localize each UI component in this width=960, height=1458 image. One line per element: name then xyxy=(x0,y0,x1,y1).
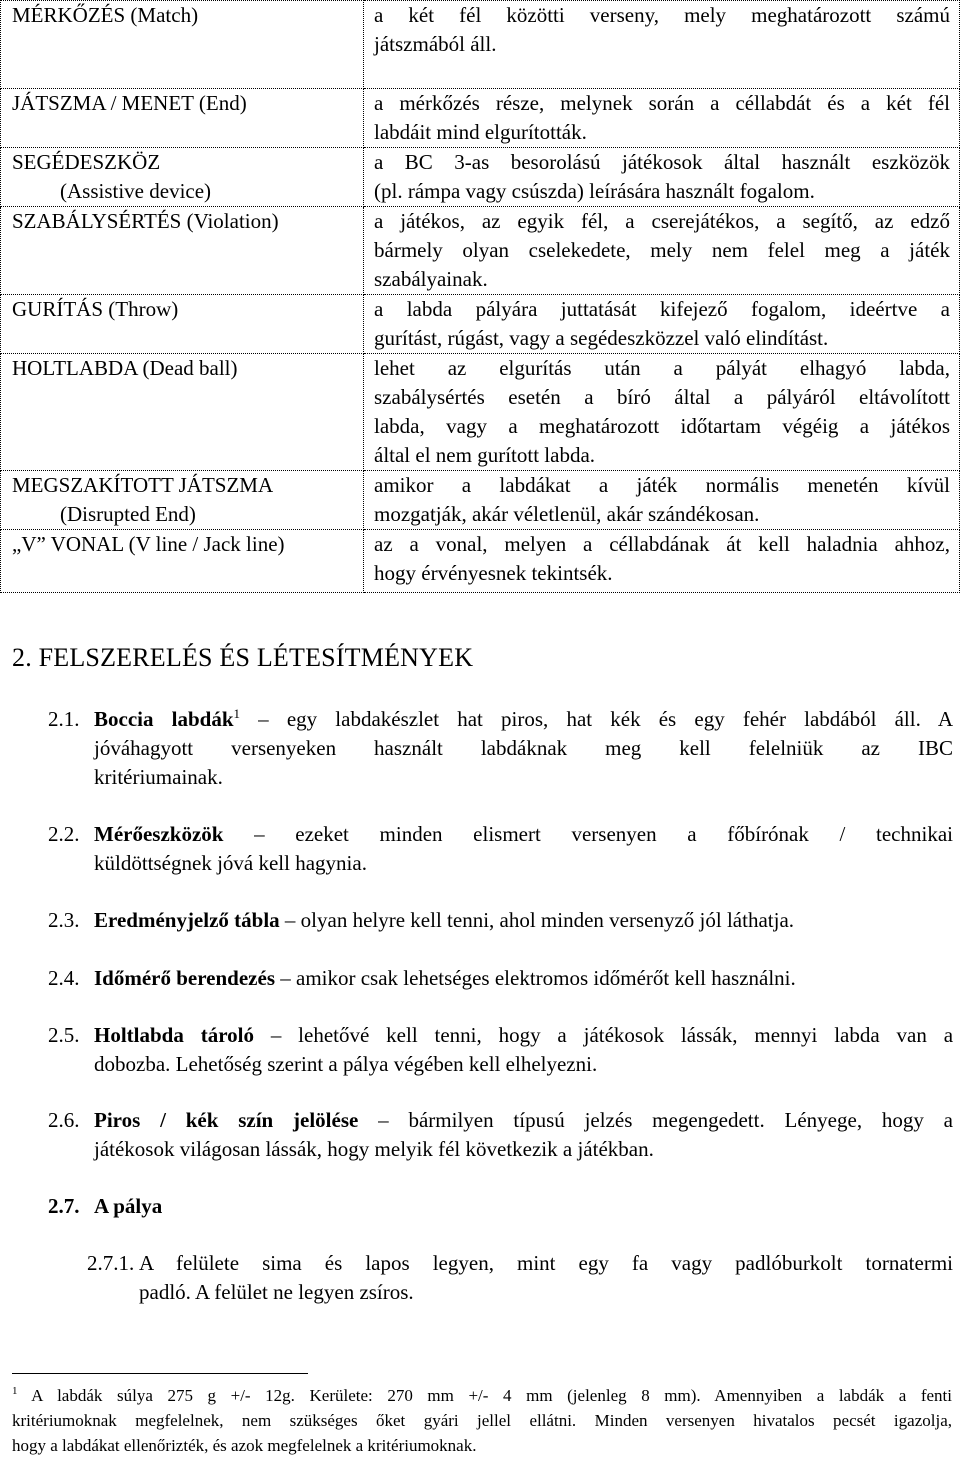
glossary-table xyxy=(0,0,960,593)
glossary-term xyxy=(1,148,364,207)
glossary-definition-line: (pl. rámpa vagy csúszda) leírására használt fogalom. xyxy=(374,179,815,203)
footnote-line: hogy a labdákat ellenőrizték, és azok megfelelnek a kritériumoknak. xyxy=(12,1436,477,1455)
item-title: Piros / kék szín jelölése xyxy=(94,1108,359,1132)
glossary-term-line: GURÍTÁS (Throw) xyxy=(12,297,179,321)
equipment-item xyxy=(48,964,953,993)
glossary-definition-line: bármely olyan cselekedete, mely nem felel meg a játék xyxy=(374,238,950,262)
glossary-term-line: JÁTSZMA / MENET (End) xyxy=(12,91,247,115)
glossary-term-line: SEGÉDESZKÖZ xyxy=(12,150,161,174)
item-first-line xyxy=(94,906,953,935)
item-number: 2.5. xyxy=(48,1023,80,1047)
glossary-term xyxy=(1,530,364,593)
glossary-term xyxy=(1,354,364,471)
sub-heading xyxy=(48,1192,953,1221)
item-first-line xyxy=(94,964,953,993)
item-text: – amikor csak lehetséges elektromos időmérőt kell használni. xyxy=(275,966,796,990)
item-number: 2.4. xyxy=(48,966,80,990)
equipment-item xyxy=(48,906,953,935)
glossary-definition xyxy=(364,354,960,471)
sub-item xyxy=(87,1249,953,1307)
glossary-term xyxy=(1,295,364,354)
sub-item-line: A felülete sima és lapos legyen, mint egy fa vagy padlóburkolt tornatermi xyxy=(139,1251,953,1275)
item-number: 2.6. xyxy=(48,1108,80,1132)
glossary-term xyxy=(1,89,364,148)
glossary-definition-line: hogy érvényesnek tekintsék. xyxy=(374,561,613,585)
item-title: Mérőeszközök xyxy=(94,822,224,846)
glossary-definition-line: a BC 3-as besorolású játékosok által használt eszközök xyxy=(374,150,950,174)
item-title: Eredményjelző tábla xyxy=(94,908,280,932)
glossary-definition xyxy=(364,89,960,148)
glossary-term-line: (Disrupted End) xyxy=(60,502,196,526)
glossary-definition xyxy=(364,471,960,530)
equipment-item xyxy=(48,1021,953,1079)
glossary-definition-line: amikor a labdákat a játék normális menetén kívül xyxy=(374,473,950,497)
glossary-term-line: MEGSZAKÍTOTT JÁTSZMA xyxy=(12,473,274,497)
glossary-row xyxy=(1,148,960,207)
item-line: dobozba. Lehetőség szerint a pálya végében kell elhelyezni. xyxy=(94,1052,598,1076)
item-text: – bármilyen típusú jelzés megengedett. Lényege, hogy a xyxy=(358,1108,954,1132)
glossary-definition-line: a mérkőzés része, melynek során a céllabdát és a két fél xyxy=(374,91,950,115)
glossary-definition xyxy=(364,148,960,207)
glossary-row xyxy=(1,1,960,89)
item-number: 2.3. xyxy=(48,908,80,932)
item-text: – olyan helyre kell tenni, ahol minden versenyző jól láthatja. xyxy=(279,908,795,932)
glossary-term-line: HOLTLABDA (Dead ball) xyxy=(12,356,238,380)
glossary-definition-line: lehet az elgurítás után a pályát elhagyó labda, xyxy=(374,356,950,380)
glossary-definition-line: mozgatják, akár véletlenül, akár szándékosan. xyxy=(374,502,760,526)
equipment-item xyxy=(48,1106,953,1164)
item-title: Boccia labdák xyxy=(94,707,234,731)
sub-heading-title: A pálya xyxy=(94,1194,163,1218)
section-heading: 2. FELSZERELÉS ÉS LÉTESÍTMÉNYEK xyxy=(12,643,474,672)
item-first-line xyxy=(94,705,953,734)
glossary-definition-line: az a vonal, melyen a céllabdának át kell haladnia ahhoz, xyxy=(374,532,950,556)
glossary-definition-line: labdáit mind elgurították. xyxy=(374,120,587,144)
glossary-row xyxy=(1,89,960,148)
footnote-line: kritériumoknak megfelelnek, nem szükséges őket gyári jellel ellátni. Minden versenyen hivatalos pecsét igazolja, xyxy=(12,1411,952,1430)
glossary-definition-line: szabályainak. xyxy=(374,267,488,291)
glossary-term xyxy=(1,207,364,295)
item-line: kritériumainak. xyxy=(94,765,223,789)
item-first-line xyxy=(94,1021,953,1050)
item-text: – lehetővé kell tenni, hogy a játékosok lássák, mennyi labda van a xyxy=(253,1023,954,1047)
glossary-row xyxy=(1,207,960,295)
glossary-definition-line: a labda pályára juttatását kifejező fogalom, ideértve a xyxy=(374,297,950,321)
glossary-definition-line: gurítást, rúgást, vagy a segédeszközzel való elindítást. xyxy=(374,326,829,350)
item-number: 2.1. xyxy=(48,707,80,731)
footnote-divider xyxy=(12,1373,308,1374)
item-line: jóváhagyott versenyeken használt labdáknak meg kell felelniük az IBC xyxy=(94,736,953,760)
glossary-term-line: MÉRKŐZÉS (Match) xyxy=(12,3,199,27)
glossary-row xyxy=(1,530,960,593)
glossary-row xyxy=(1,471,960,530)
item-first-line xyxy=(94,820,953,849)
footnote-marker: 1 xyxy=(12,1385,18,1397)
glossary-term-line: (Assistive device) xyxy=(60,179,212,203)
footnote xyxy=(12,1383,952,1458)
item-line: küldöttségnek jóvá kell hagynia. xyxy=(94,851,367,875)
glossary-term xyxy=(1,1,364,89)
item-text: – ezeket minden elismert versenyen a főbírónak / technikai xyxy=(223,822,953,846)
glossary-definition-line: játszmából áll. xyxy=(374,32,497,56)
glossary-definition xyxy=(364,207,960,295)
footnote-reference: 1 xyxy=(233,706,241,721)
equipment-item xyxy=(48,820,953,878)
glossary-definition xyxy=(364,295,960,354)
glossary-definition-line: a játékos, az egyik fél, a cserejátékos, a segítő, az edző xyxy=(374,209,950,233)
sub-item-number: 2.7.1. xyxy=(87,1251,135,1275)
item-line: játékosok világosan lássák, hogy melyik fél következik a játékban. xyxy=(94,1137,654,1161)
glossary-term-line: „V” VONAL (V line / Jack line) xyxy=(12,532,285,556)
glossary-definition-line: labda, vagy a meghatározott időtartam végéig a játékos xyxy=(374,414,950,438)
glossary-row xyxy=(1,295,960,354)
item-title: Holtlabda tároló xyxy=(94,1023,254,1047)
sub-heading-number: 2.7. xyxy=(48,1194,80,1218)
glossary-definition-line: a két fél közötti verseny, mely meghatározott számú xyxy=(374,3,950,27)
item-number: 2.2. xyxy=(48,822,80,846)
glossary-term-line: SZABÁLYSÉRTÉS (Violation) xyxy=(12,209,279,233)
item-text: – egy labdakészlet hat piros, hat kék és egy fehér labdából áll. A xyxy=(240,707,953,731)
equipment-item xyxy=(48,705,953,792)
sub-item-line: padló. A felület ne legyen zsíros. xyxy=(139,1280,414,1304)
glossary-term xyxy=(1,471,364,530)
glossary-definition xyxy=(364,530,960,593)
glossary-row xyxy=(1,354,960,471)
glossary-definition-line: által el nem gurított labda. xyxy=(374,443,596,467)
footnote-line: $^1$ A labdák súlya 275 g +/- 12g. Kerülete: 270 mm +/- 4 mm (jelenleg 8 mm). Amennyiben a labdák a fenti xyxy=(12,1385,953,1405)
item-first-line xyxy=(94,1106,953,1135)
glossary-definition xyxy=(364,1,960,89)
item-title: Időmérő berendezés xyxy=(94,966,275,990)
glossary-definition-line: szabálysértés esetén a bíró által a pályáról eltávolított xyxy=(374,385,950,409)
